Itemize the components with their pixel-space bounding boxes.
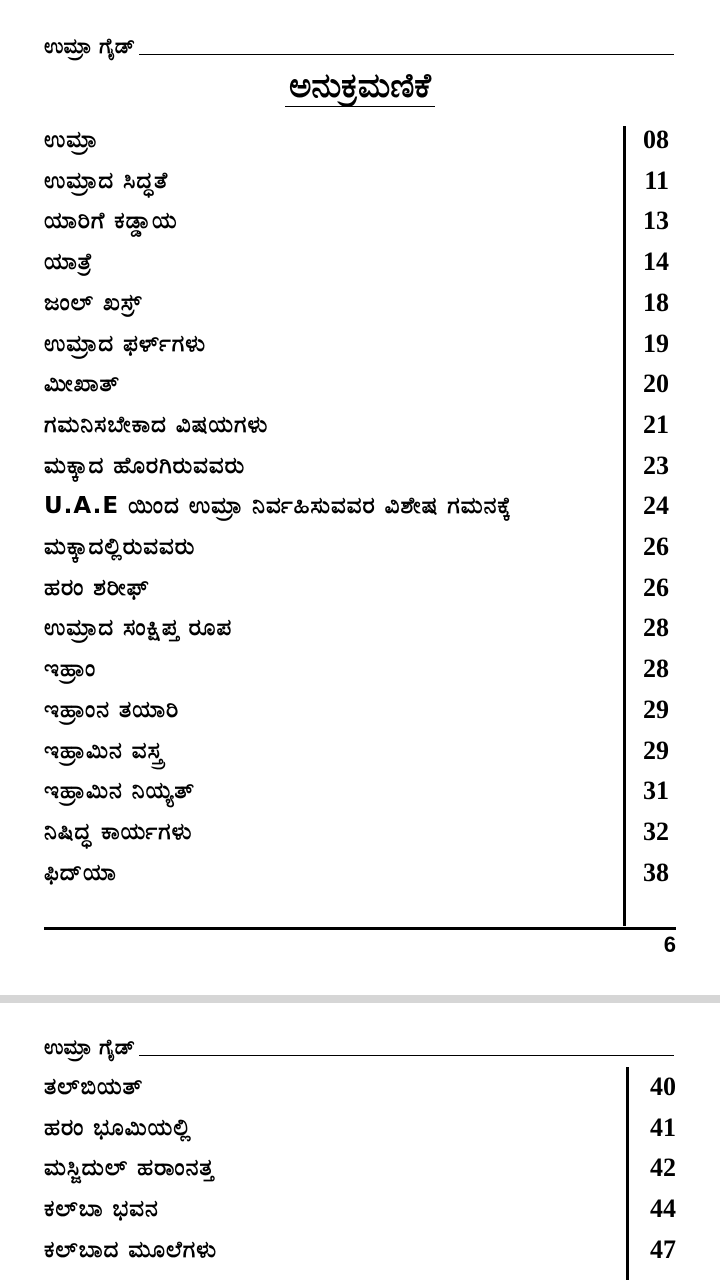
toc-entry-label: ನಿಷಿದ್ಧ ಕಾರ್ಯಗಳು bbox=[44, 818, 193, 845]
toc-entry bbox=[44, 731, 684, 771]
toc-entry-page: 47 bbox=[650, 1234, 676, 1264]
toc-entry-page: 14 bbox=[643, 247, 669, 277]
toc-entry-page: 24 bbox=[643, 491, 669, 521]
toc-entry-label: ಕಲ್‌ಬಾದ ಮೂಲೆಗಳು bbox=[44, 1236, 218, 1263]
toc-entry bbox=[44, 486, 684, 526]
page-separator bbox=[0, 995, 720, 1003]
toc-entry bbox=[44, 690, 684, 730]
toc-entry bbox=[44, 527, 684, 567]
toc-entry bbox=[44, 568, 684, 608]
toc-entry bbox=[44, 446, 684, 486]
toc-entry-label: ಯಾರಿಗೆ ಕಡ್ಡಾಯ bbox=[44, 208, 178, 235]
toc-entry-label: ಫಿದ್‌ಯಾ bbox=[44, 859, 117, 886]
toc-entry bbox=[44, 608, 684, 648]
toc-entry bbox=[44, 853, 684, 893]
toc-entry bbox=[44, 120, 684, 160]
toc-entry-label: ಇಹ್ರಾಂ bbox=[44, 656, 97, 683]
toc-entry-page: 28 bbox=[643, 613, 669, 643]
toc-entry-label: ಯಾತ್ರೆ bbox=[44, 249, 93, 276]
toc-entry bbox=[44, 1108, 684, 1148]
toc-entry-page: 42 bbox=[650, 1153, 676, 1183]
toc-entry bbox=[44, 771, 684, 811]
toc-entry bbox=[44, 324, 684, 364]
toc-entry-label: ಉಮ್ರಾದ ಸಂಕ್ಷಿಪ್ತ ರೂಪ bbox=[44, 615, 233, 642]
toc-entry-page: 26 bbox=[643, 532, 669, 561]
toc-entry-page: 28 bbox=[643, 654, 669, 684]
header-title: ಉಮ್ರಾ ಗೈಡ್ bbox=[44, 1035, 135, 1059]
toc-entry bbox=[44, 649, 684, 689]
toc-entry-page: 31 bbox=[643, 776, 669, 806]
toc-entry bbox=[44, 364, 684, 404]
toc-entry-page: 18 bbox=[643, 287, 669, 317]
toc-entry bbox=[44, 1189, 684, 1229]
toc-entry-page: 26 bbox=[643, 572, 669, 602]
toc-entry bbox=[44, 242, 684, 282]
toc-entry-page: 41 bbox=[650, 1112, 676, 1142]
title-text: ಅನುಕ್ರಮಣಿಕೆ bbox=[285, 66, 435, 107]
toc-entry bbox=[44, 201, 684, 241]
toc-entry bbox=[44, 1148, 684, 1188]
running-header bbox=[44, 36, 674, 57]
toc-entry-label: ಮಸ್ಜಿದುಲ್ ಹರಾಂನತ್ತ bbox=[44, 1155, 215, 1182]
toc-entry-label: ಮಕ್ಕಾದ ಹೊರಗಿರುವವರು bbox=[44, 452, 246, 479]
toc-entry-page: 40 bbox=[650, 1072, 676, 1101]
toc-entry-page: 32 bbox=[643, 816, 669, 846]
toc-entry-page: 21 bbox=[643, 409, 669, 439]
toc-entry-label: ಹರಂ ಶರೀಫ್ bbox=[44, 574, 150, 601]
toc-entry-page: 11 bbox=[644, 165, 669, 195]
toc-entry-page: 08 bbox=[643, 125, 669, 154]
toc-entry bbox=[44, 1067, 684, 1107]
page-number: 6 bbox=[663, 932, 676, 957]
toc-entry bbox=[44, 161, 684, 201]
toc-entry bbox=[44, 283, 684, 323]
header-rule bbox=[139, 54, 674, 55]
toc-entry-page: 13 bbox=[643, 206, 669, 236]
running-header bbox=[44, 1037, 674, 1058]
toc-entry-label: ಮಕ್ಕಾದಲ್ಲಿರುವವರು bbox=[44, 534, 196, 560]
toc-entry bbox=[44, 812, 684, 852]
header-title: ಉಮ್ರಾ ಗೈಡ್ bbox=[44, 34, 135, 58]
toc-entry bbox=[44, 1230, 684, 1270]
toc-entry-label: ತಲ್‌ಬಿಯತ್ bbox=[44, 1074, 144, 1100]
toc-entry-page: 38 bbox=[643, 857, 669, 887]
toc-entry-label: ಇಹ್ರಾಮಿನ ವಸ್ತ್ರ bbox=[44, 737, 164, 764]
toc-entry-label: ಹರಂ ಭೂಮಿಯಲ್ಲಿ bbox=[44, 1114, 192, 1141]
toc-entry-label: ಇಹ್ರಾಮಿನ ನಿಯ್ಯತ್ bbox=[44, 778, 196, 805]
toc-entry-label: ಇಹ್ರಾಂನ ತಯಾರಿ bbox=[44, 696, 180, 723]
toc-entry-label: ಮೀಖಾತ್ bbox=[44, 371, 121, 398]
toc-entry bbox=[44, 405, 684, 445]
toc-entry-label: ಗಮನಿಸಬೇಕಾದ ವಿಷಯಗಳು bbox=[44, 411, 269, 438]
page-title bbox=[0, 68, 720, 105]
toc-entry-label: U.A.E ಯಿಂದ ಉಮ್ರಾ ನಿರ್ವಹಿಸುವವರ ವಿಶೇಷ ಗಮನಕ್ಕೆ bbox=[44, 493, 512, 520]
toc-entry-label: ಉಮ್ರಾ bbox=[44, 127, 99, 153]
toc-entry-page: 23 bbox=[643, 450, 669, 480]
toc-entry-page: 29 bbox=[643, 735, 669, 765]
document-page-2 bbox=[0, 1003, 720, 1280]
toc-entry-label: ಕಲ್‌ಬಾ ಭವನ bbox=[44, 1196, 159, 1223]
toc-entry-page: 19 bbox=[643, 328, 669, 358]
toc-entry-label: ಜಂಲ್ ಖಸ್ರ್ bbox=[44, 289, 143, 316]
toc-entry-page: 44 bbox=[650, 1194, 676, 1224]
toc-entry-page: 29 bbox=[643, 694, 669, 724]
toc-entry-label: ಉಮ್ರಾದ ಸಿದ್ಧತೆ bbox=[44, 167, 169, 194]
footer-rule bbox=[44, 927, 676, 930]
header-rule bbox=[139, 1055, 674, 1056]
toc-entry-page: 20 bbox=[643, 369, 669, 399]
toc-entry-label: ಉಮ್ರಾದ ಫರ್ಳ್‌ಗಳು bbox=[44, 330, 207, 357]
